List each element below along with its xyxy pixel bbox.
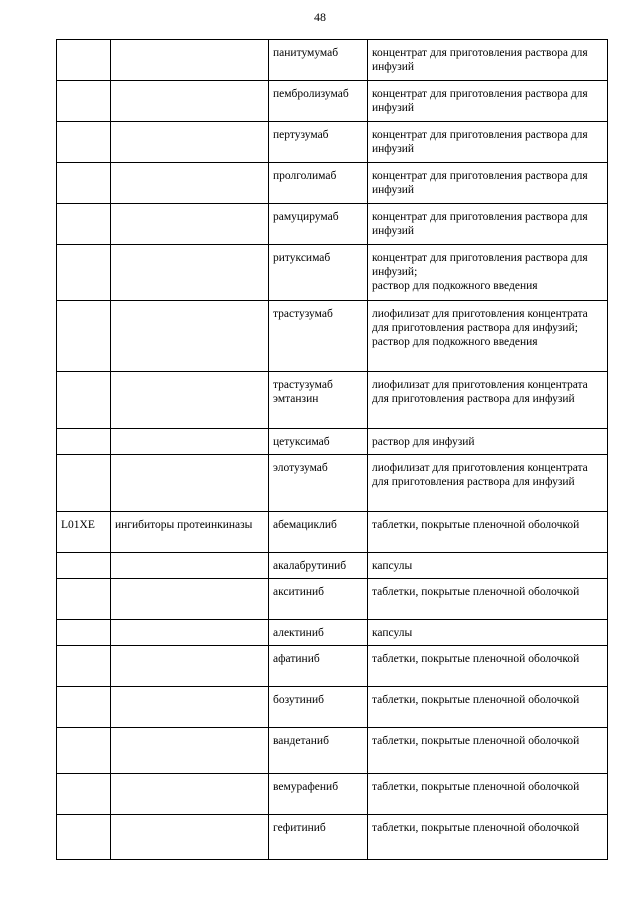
atc-code-cell bbox=[57, 372, 111, 429]
table-row bbox=[57, 620, 608, 646]
dosage-form-line: лиофилизат для приготовления концентрата для приготовления раствора для инфузий; bbox=[372, 308, 588, 334]
pharmacological-group-cell bbox=[111, 728, 269, 774]
atc-code-cell bbox=[57, 728, 111, 774]
table-row bbox=[57, 579, 608, 620]
drug-name-cell: пертузумаб bbox=[269, 122, 368, 163]
table-row bbox=[57, 122, 608, 163]
dosage-form-cell bbox=[368, 429, 608, 455]
pharmacological-group-cell bbox=[111, 163, 269, 204]
table-row bbox=[57, 245, 608, 301]
atc-code-cell bbox=[57, 40, 111, 81]
dosage-form-line: раствор для инфузий bbox=[372, 436, 475, 448]
table-row bbox=[57, 774, 608, 815]
pharmacological-group-cell bbox=[111, 372, 269, 429]
drug-table bbox=[56, 39, 608, 860]
drug-name-cell: панитумумаб bbox=[269, 40, 368, 81]
dosage-form-line: концентрат для приготовления раствора для инфузий bbox=[372, 129, 588, 155]
atc-code-cell bbox=[57, 204, 111, 245]
pharmacological-group-cell bbox=[111, 301, 269, 372]
drug-name-cell: гефитиниб bbox=[269, 815, 368, 860]
dosage-form-line: концентрат для приготовления раствора для инфузий; bbox=[372, 252, 588, 278]
dosage-form-cell bbox=[368, 774, 608, 815]
pharmacological-group-cell bbox=[111, 815, 269, 860]
drug-name-cell: пембролизумаб bbox=[269, 81, 368, 122]
dosage-form-line: лиофилизат для приготовления концентрата для приготовления раствора для инфузий bbox=[372, 379, 588, 405]
drug-name-cell: вемурафениб bbox=[269, 774, 368, 815]
drug-name-cell: вандетаниб bbox=[269, 728, 368, 774]
atc-code-cell bbox=[57, 245, 111, 301]
drug-name-cell: трастузумаб эмтанзин bbox=[269, 372, 368, 429]
drug-name-cell: ритуксимаб bbox=[269, 245, 368, 301]
pharmacological-group-cell bbox=[111, 81, 269, 122]
pharmacological-group-cell bbox=[111, 620, 269, 646]
drug-name-cell: алектиниб bbox=[269, 620, 368, 646]
drug-name-cell: абемациклиб bbox=[269, 512, 368, 553]
table-row bbox=[57, 81, 608, 122]
drug-name-cell: рамуцирумаб bbox=[269, 204, 368, 245]
atc-code-cell bbox=[57, 815, 111, 860]
drug-name-cell: трастузумаб bbox=[269, 301, 368, 372]
dosage-form-cell bbox=[368, 687, 608, 728]
dosage-form-line: таблетки, покрытые пленочной оболочкой bbox=[372, 694, 580, 706]
dosage-form-cell bbox=[368, 815, 608, 860]
dosage-form-line: капсулы bbox=[372, 560, 413, 572]
atc-code-cell bbox=[57, 579, 111, 620]
table-body bbox=[57, 40, 608, 860]
pharmacological-group-cell bbox=[111, 245, 269, 301]
table-row bbox=[57, 163, 608, 204]
pharmacological-group-cell bbox=[111, 40, 269, 81]
pharmacological-group-cell bbox=[111, 579, 269, 620]
dosage-form-cell bbox=[368, 620, 608, 646]
dosage-form-cell bbox=[368, 512, 608, 553]
dosage-form-cell bbox=[368, 553, 608, 579]
table-row bbox=[57, 429, 608, 455]
dosage-form-cell bbox=[368, 122, 608, 163]
dosage-form-line: таблетки, покрытые пленочной оболочкой bbox=[372, 781, 580, 793]
dosage-form-line: концентрат для приготовления раствора для инфузий bbox=[372, 47, 588, 73]
dosage-form-line: таблетки, покрытые пленочной оболочкой bbox=[372, 519, 580, 531]
dosage-form-line: концентрат для приготовления раствора для инфузий bbox=[372, 170, 588, 196]
atc-code-cell bbox=[57, 646, 111, 687]
table-row bbox=[57, 687, 608, 728]
atc-code-cell bbox=[57, 81, 111, 122]
drug-name-cell: акалабрутиниб bbox=[269, 553, 368, 579]
dosage-form-cell bbox=[368, 163, 608, 204]
pharmacological-group-cell bbox=[111, 646, 269, 687]
pharmacological-group-cell bbox=[111, 122, 269, 163]
table-row bbox=[57, 204, 608, 245]
table-row bbox=[57, 455, 608, 512]
dosage-form-line: таблетки, покрытые пленочной оболочкой bbox=[372, 822, 580, 834]
table-row bbox=[57, 646, 608, 687]
page-number: 48 bbox=[314, 10, 326, 24]
pharmacological-group-cell bbox=[111, 687, 269, 728]
dosage-form-line: раствор для подкожного введения bbox=[372, 336, 538, 348]
pharmacological-group-cell bbox=[111, 553, 269, 579]
table-row bbox=[57, 372, 608, 429]
table-row bbox=[57, 40, 608, 81]
table-row bbox=[57, 815, 608, 860]
drug-name-cell: цетуксимаб bbox=[269, 429, 368, 455]
dosage-form-cell bbox=[368, 245, 608, 301]
atc-code-cell bbox=[57, 620, 111, 646]
table-row bbox=[57, 553, 608, 579]
dosage-form-cell bbox=[368, 81, 608, 122]
dosage-form-cell bbox=[368, 646, 608, 687]
drug-name-cell: акситиниб bbox=[269, 579, 368, 620]
dosage-form-line: концентрат для приготовления раствора для инфузий bbox=[372, 211, 588, 237]
atc-code-cell bbox=[57, 301, 111, 372]
dosage-form-line: концентрат для приготовления раствора для инфузий bbox=[372, 88, 588, 114]
pharmacological-group-cell bbox=[111, 774, 269, 815]
dosage-form-cell bbox=[368, 204, 608, 245]
dosage-form-line: таблетки, покрытые пленочной оболочкой bbox=[372, 735, 580, 747]
dosage-form-cell bbox=[368, 455, 608, 512]
dosage-form-cell bbox=[368, 579, 608, 620]
drug-name-cell: афатиниб bbox=[269, 646, 368, 687]
atc-code-cell bbox=[57, 429, 111, 455]
drug-name-cell: элотузумаб bbox=[269, 455, 368, 512]
atc-code-cell bbox=[57, 163, 111, 204]
dosage-form-cell bbox=[368, 728, 608, 774]
dosage-form-cell bbox=[368, 301, 608, 372]
atc-code-cell bbox=[57, 687, 111, 728]
dosage-form-cell bbox=[368, 40, 608, 81]
table-row bbox=[57, 728, 608, 774]
pharmacological-group-cell bbox=[111, 455, 269, 512]
table-row bbox=[57, 301, 608, 372]
drug-name-cell: пролголимаб bbox=[269, 163, 368, 204]
dosage-form-line: раствор для подкожного введения bbox=[372, 280, 538, 292]
dosage-form-cell bbox=[368, 372, 608, 429]
dosage-form-line: таблетки, покрытые пленочной оболочкой bbox=[372, 586, 580, 598]
atc-code-cell bbox=[57, 774, 111, 815]
atc-code-cell bbox=[57, 455, 111, 512]
dosage-form-line: таблетки, покрытые пленочной оболочкой bbox=[372, 653, 580, 665]
atc-code-cell: L01XE bbox=[57, 512, 111, 553]
pharmacological-group-cell bbox=[111, 204, 269, 245]
dosage-form-line: капсулы bbox=[372, 627, 413, 639]
table-row bbox=[57, 512, 608, 553]
atc-code-cell bbox=[57, 553, 111, 579]
drug-name-cell: бозутиниб bbox=[269, 687, 368, 728]
atc-code-cell bbox=[57, 122, 111, 163]
pharmacological-group-cell: ингибиторы протеинкиназы bbox=[111, 512, 269, 553]
pharmacological-group-cell bbox=[111, 429, 269, 455]
dosage-form-line: лиофилизат для приготовления концентрата для приготовления раствора для инфузий bbox=[372, 462, 588, 488]
